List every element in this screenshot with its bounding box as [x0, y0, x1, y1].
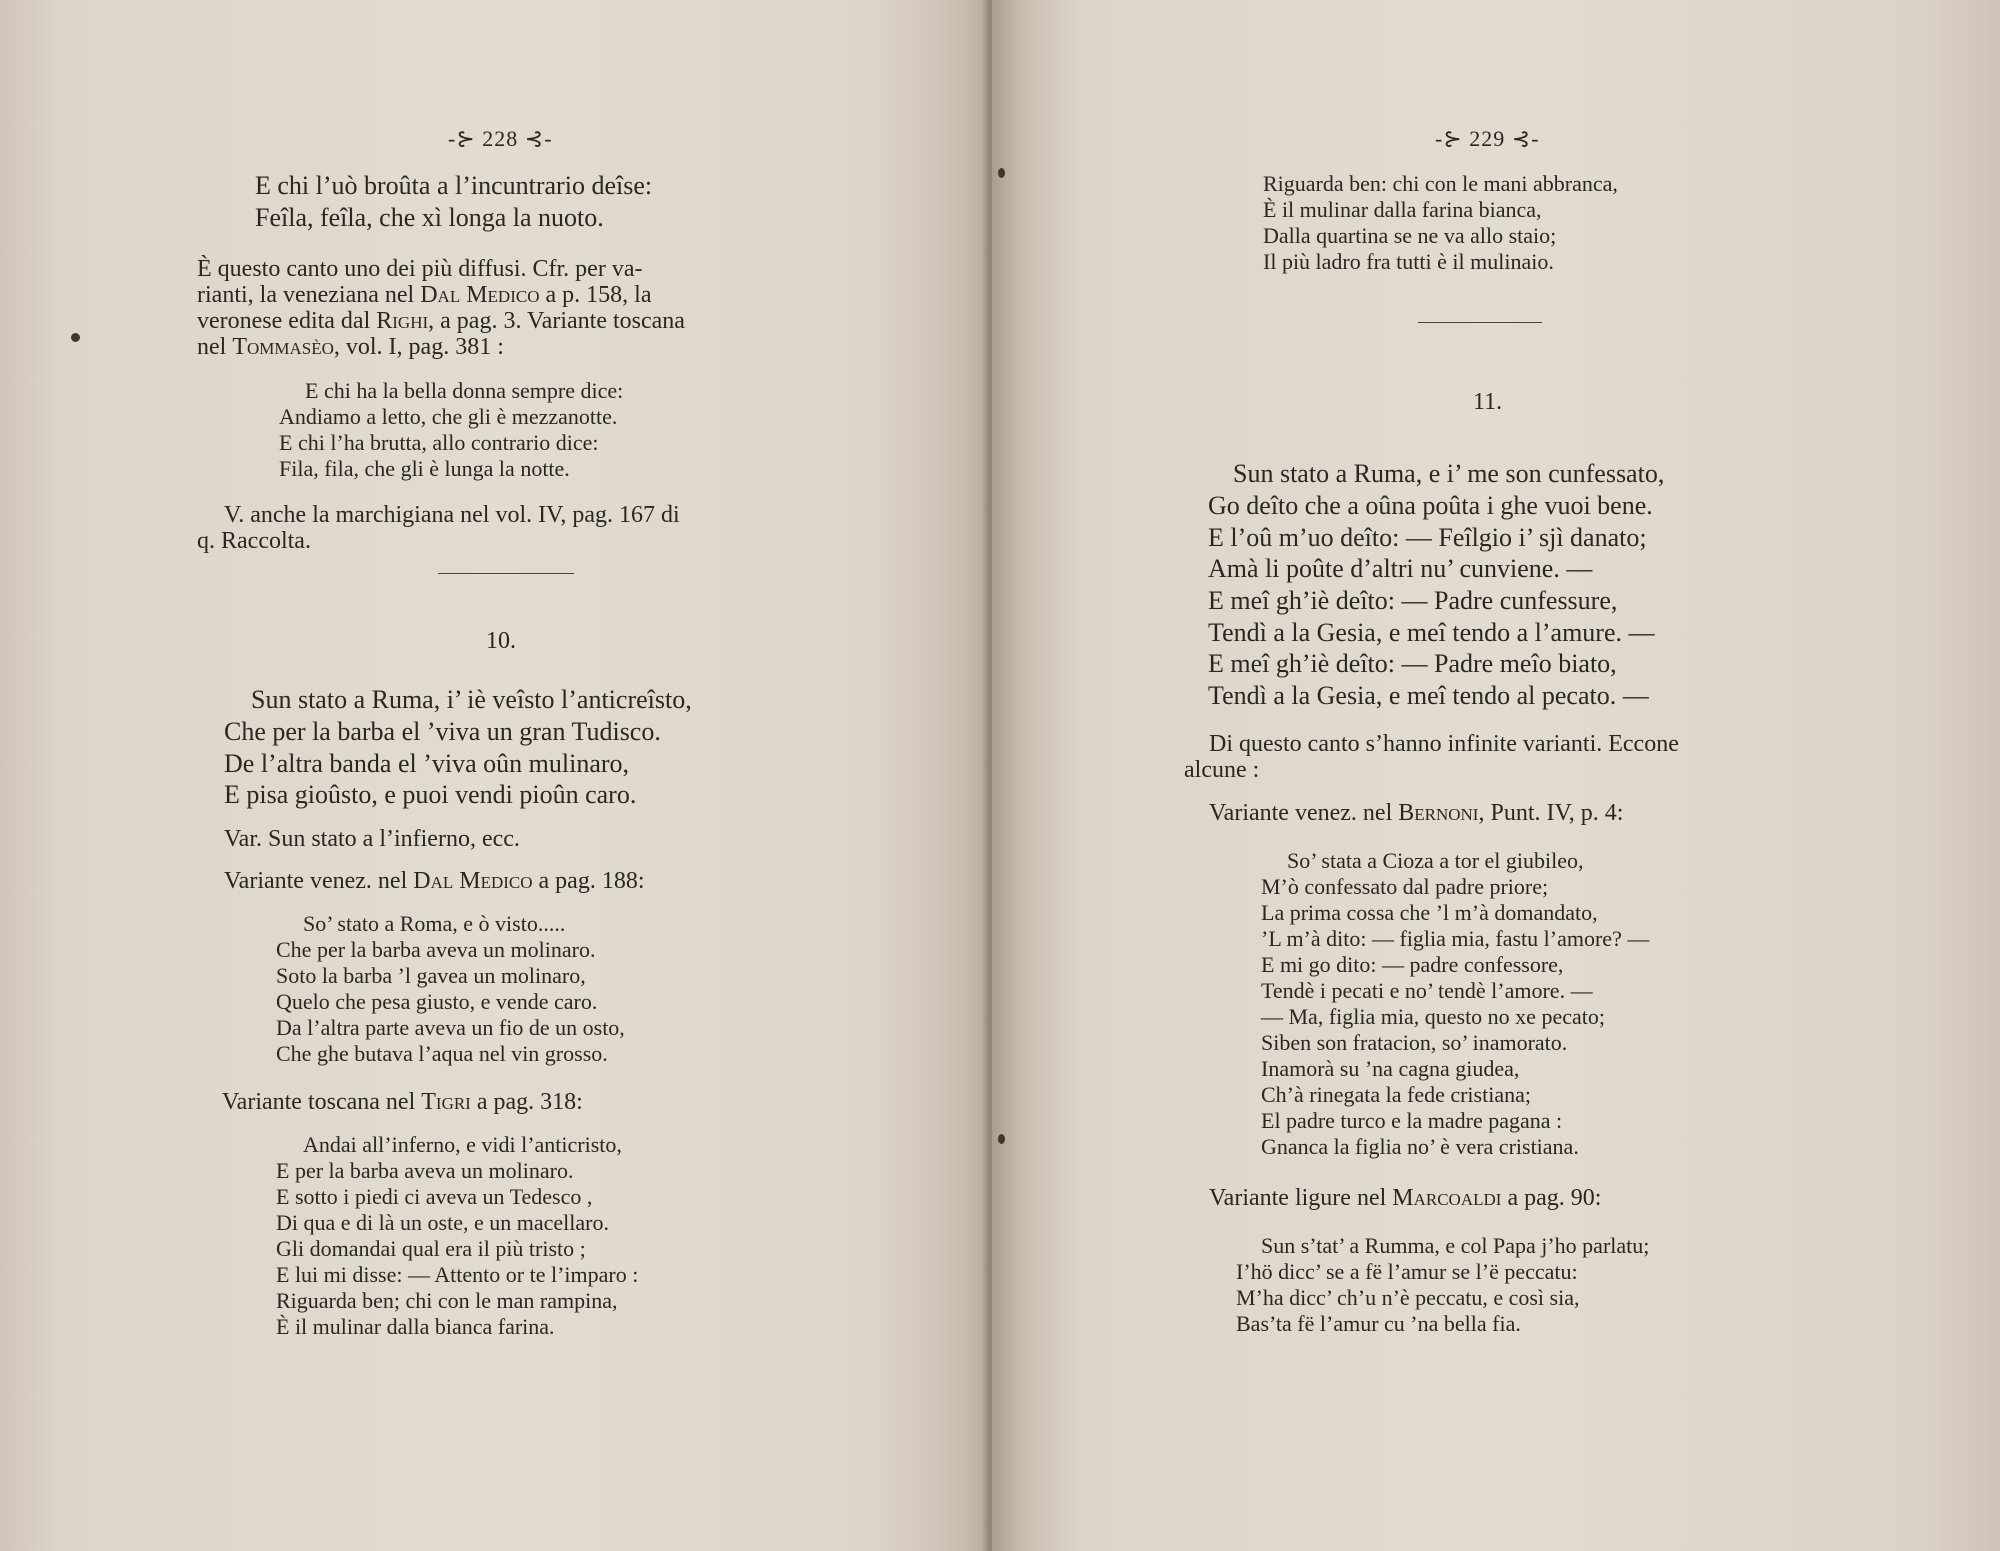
verse-line: È il mulinar dalla bianca farina.	[276, 1314, 555, 1339]
verse-line: E meî gh’iè deîto: — Padre cunfessure,	[1208, 586, 1618, 615]
verse-line: Sun stato a Ruma, i’ iè veîsto l’anticreîsto,	[251, 685, 692, 714]
verse-line: La prima cossa che ’l m’à domandato,	[1261, 900, 1598, 925]
section-divider	[438, 573, 574, 574]
verse-line: Riguarda ben: chi con le mani abbranca,	[1263, 171, 1618, 196]
verse-line: E lui mi disse: — Attento or te l’imparo :	[276, 1262, 639, 1287]
verse-line: E per la barba aveva un molinaro.	[276, 1158, 574, 1183]
section-number: 10.	[486, 628, 516, 654]
verse-line: È il mulinar dalla farina bianca,	[1263, 197, 1542, 222]
comment-line: veronese edita dal Righi, a pag. 3. Variante toscana	[197, 308, 685, 334]
verse-line: Da l’altra parte aveva un fio de un osto,	[276, 1015, 625, 1040]
verse-line: E sotto i piedi ci aveva un Tedesco ,	[276, 1184, 593, 1209]
verse-line: — Ma, figlia mia, questo no xe pecato;	[1261, 1004, 1605, 1029]
author-name: Tigri	[421, 1089, 471, 1115]
comment-line: È questo canto uno dei più diffusi. Cfr. per va-	[197, 256, 643, 282]
page-number: -⊱ 229 ⊰-	[1435, 126, 1540, 151]
verse-line: Tendì a la Gesia, e meî tendo a l’amure. —	[1208, 618, 1655, 647]
verse-line: Che per la barba el ’viva un gran Tudisco.	[224, 717, 661, 746]
verse-line: Sun s’tat’ a Rumma, e col Papa j’ho parlatu;	[1261, 1233, 1650, 1258]
variant-heading: Variante ligure nel Marcoaldi a pag. 90:	[1209, 1185, 1602, 1211]
variant-heading: Variante venez. nel Bernoni, Punt. IV, p. 4:	[1209, 800, 1624, 826]
verse-line: Gli domandai qual era il più tristo ;	[276, 1236, 586, 1261]
verse-line: E chi ha la bella donna sempre dice:	[305, 378, 624, 403]
page-number: -⊱ 228 ⊰-	[448, 126, 553, 151]
verse-line: So’ stata a Cioza a tor el giubileo,	[1287, 848, 1584, 873]
binding-thread-mark	[998, 1134, 1005, 1144]
variant-heading: Variante toscana nel Tigri a pag. 318:	[222, 1089, 583, 1115]
author-name: Bernoni	[1398, 800, 1479, 826]
verse-line: So’ stato a Roma, e ò visto.....	[303, 911, 566, 936]
verse-line: E pisa gioûsto, e puoi vendi pioûn caro.	[224, 780, 637, 809]
ink-spot	[71, 333, 80, 342]
verse-line: Andiamo a letto, che gli è mezzanotte.	[279, 404, 618, 429]
comment-line: Di questo canto s’hanno infinite varianti. Eccone	[1209, 731, 1679, 757]
verse-line: Tendì a la Gesia, e meî tendo al pecato. —	[1208, 681, 1649, 710]
verse-line: Amà li poûte d’altri nu’ cunviene. —	[1208, 554, 1593, 583]
note-line: q. Raccolta.	[197, 528, 311, 554]
verse-line: Ch’à rinegata la fede cristiana;	[1261, 1082, 1531, 1107]
verse-line: Dalla quartina se ne va allo staio;	[1263, 223, 1557, 248]
verse-line: El padre turco e la madre pagana :	[1261, 1108, 1563, 1133]
note-line: V. anche la marchigiana nel vol. IV, pag. 167 di	[224, 502, 680, 528]
verse-line: Riguarda ben; chi con le man rampina,	[276, 1288, 618, 1313]
comment-line: alcune :	[1184, 757, 1260, 783]
verse-line: Feîla, feîla, che xì longa la nuoto.	[255, 203, 604, 232]
verse-line: Tendè i pecati e no’ tendè l’amore. —	[1261, 978, 1593, 1003]
author-name: Marcoaldi	[1392, 1185, 1502, 1211]
verse-line: Sun stato a Ruma, e i’ me son cunfessato,	[1233, 459, 1665, 488]
author-name: Dal Medico	[413, 868, 533, 894]
verse-line: Gnanca la figlia no’ è vera cristiana.	[1261, 1134, 1579, 1159]
verse-line: Go deîto che a oûna poûta i ghe vuoi bene.	[1208, 491, 1653, 520]
comment-line: rianti, la veneziana nel Dal Medico a p. 158, la	[197, 282, 652, 308]
verse-line: M’ha dicc’ ch’u n’è peccatu, e così sia,	[1236, 1285, 1580, 1310]
author-name: Righi	[376, 308, 429, 334]
verse-line: Andai all’inferno, e vidi l’anticristo,	[303, 1132, 622, 1157]
verse-line: I’hö dicc’ se a fë l’amur se l’ë peccatu:	[1236, 1259, 1578, 1284]
author-name: Dal Medico	[420, 282, 540, 308]
verse-line: ’L m’à dito: — figlia mia, fastu l’amore? —	[1261, 926, 1650, 951]
comment-line: nel Tommasèo, vol. I, pag. 381 :	[197, 334, 504, 360]
binding-thread-mark	[998, 168, 1005, 178]
right-page	[992, 0, 2000, 1551]
verse-line: Siben son fratacion, so’ inamorato.	[1261, 1030, 1568, 1055]
left-page	[0, 0, 992, 1551]
verse-line: Che ghe butava l’aqua nel vin grosso.	[276, 1041, 608, 1066]
verse-line: Inamorà su ’na cagna giudea,	[1261, 1056, 1520, 1081]
verse-line: E chi l’ha brutta, allo contrario dice:	[279, 430, 599, 455]
verse-line: E mi go dito: — padre confessore,	[1261, 952, 1564, 977]
section-number: 11.	[1473, 389, 1503, 415]
verse-line: M’ò confessato dal padre priore;	[1261, 874, 1549, 899]
verse-line: Bas’ta fë l’amur cu ’na bella fia.	[1236, 1311, 1521, 1336]
section-divider	[1418, 322, 1542, 323]
variant-heading: Variante venez. nel Dal Medico a pag. 188:	[224, 868, 645, 894]
verse-line: De l’altra banda el ’viva oûn mulinaro,	[224, 749, 630, 778]
verse-line: Di qua e di là un oste, e un macellaro.	[276, 1210, 609, 1235]
verse-line: E l’oû m’uo deîto: — Feîlgio i’ sjì danato;	[1208, 523, 1647, 552]
verse-line: Fila, fila, che gli è lunga la notte.	[279, 456, 570, 481]
verse-line: Quelo che pesa giusto, e vende caro.	[276, 989, 598, 1014]
author-name: Tommasèo	[232, 334, 334, 360]
verse-line: E meî gh’iè deîto: — Padre meîo biato,	[1208, 649, 1617, 678]
verse-line: Soto la barba ’l gavea un molinaro,	[276, 963, 586, 988]
verse-line: Che per la barba aveva un molinaro.	[276, 937, 596, 962]
verse-line: E chi l’uò broûta a l’incuntrario deîse:	[255, 171, 653, 200]
note-line: Var. Sun stato a l’infierno, ecc.	[224, 826, 520, 852]
verse-line: Il più ladro fra tutti è il mulinaio.	[1263, 249, 1554, 274]
